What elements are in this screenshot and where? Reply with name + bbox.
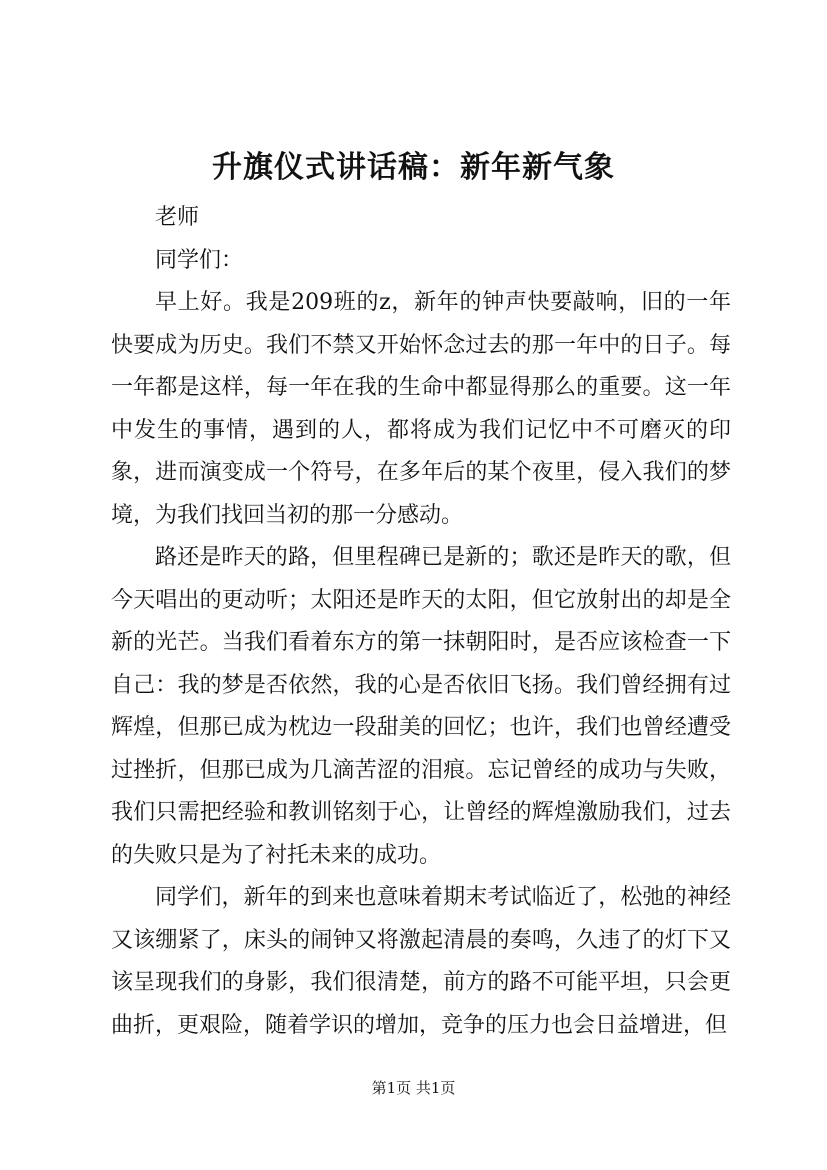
greeting-teachers: 老师 — [155, 205, 200, 230]
greeting-students: 同学们： — [155, 247, 244, 273]
paragraph-1: 早上好。我是209班的z，新年的钟声快要敲响，旧的一年快要成为历史。我们不禁又开始怀念过去的那一年中的日子。每一年都是这样，每一年在我的生命中都显得那么的重要。这一年中发生的事情，遇到的人，都将成为我们记忆中不可磨灭的印象，进而演变成一个符号，在多年后的某个夜里，侵入我们的梦境，为我们找回当初的那一分感动。 — [111, 290, 731, 528]
paragraph-2: 路还是昨天的路，但里程碑已是新的；歌还是昨天的歌，但今天唱出的更动听；太阳还是昨天的太阳，但它放射出的却是全新的光芒。当我们看着东方的第一抹朝阳时，是否应该检查一下自己：我的梦是否依然，我的心是否依旧飞扬。我们曾经拥有过辉煌，但那已成为枕边一段甜美的回忆；也许，我们也曾经遭受过挫折，但那已成为几滴苦涩的泪痕。忘记曾经的成功与失败，我们只需把经验和教训铭刻于心，让曾经的辉煌激励我们，过去的失败只是为了衬托未来的成功。 — [111, 545, 731, 868]
document-title: 升旗仪式讲话稿：新年新气象 — [212, 150, 615, 185]
document-body — [111, 197, 731, 1047]
paragraph-3: 同学们，新年的到来也意味着期末考试临近了，松弛的神经又该绷紧了，床头的闹钟又将激起清晨的奏鸣，久违了的灯下又该呈现我们的身影，我们很清楚，前方的路不可能平坦，只会更曲折，更艰险，随着学识的增加，竞争的压力也会日益增进，但 — [111, 885, 731, 1038]
page-footer: 第1页 共1页 — [371, 1079, 456, 1097]
